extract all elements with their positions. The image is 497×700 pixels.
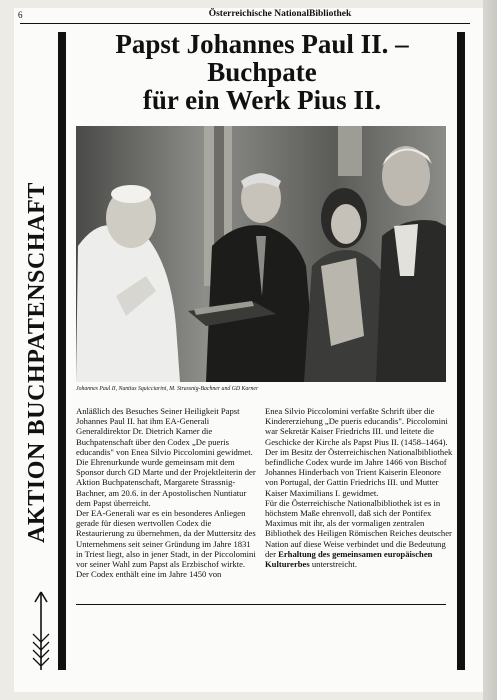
headline-line-2: Buchpate	[207, 57, 317, 87]
paragraph: Der EA-Generali war es ein besonderes Anliegen gerade für diesen wertvollen Codex die Restaurierung zu übernehmen, da der Muttersitz des Unternehmens seit seiner Gründung im Jahre 1831 in Triest liegt, also in jener Stadt, in der Piccolomini vor seiner Wahl zum Papst als Erzbischof wirkte.	[76, 508, 256, 570]
paragraph-text: Für die Österreichische Nationalbibliothek ist es in höchstem Maße ehrenvoll, daß sich der Pontifex Maximus mit ihr, als der vormaligen zentralen Bibliothek des Heiligen Römischen Reiches deutscher Nation auf diese Weise verbindet und die Bedeutung der	[265, 497, 452, 559]
headline-line-3: für ein Werk Pius II.	[142, 85, 382, 115]
paragraph: Anläßlich des Besuches Seiner Heiligkeit Papst Johannes Paul II. hat ihm EA-Generali Generaldirektor Dr. Dietrich Karner die Buchpatenschaft über den Codex „De pueris educandis" von Enea Silvio Piccolomini gewidmet. Die Ehrenurkunde wurde gemeinsam mit dem Sponsor durch GD Marte und der Projektleiterin der Aktion Buchpatenschaft, Margarete Strassnig-Bachner, am 20.6. in der Apostolischen Nuntiatur dem Papst überreicht.	[76, 406, 256, 508]
headline-line-1: Papst Johannes Paul II. –	[115, 29, 409, 59]
page-edge-shadow	[483, 0, 497, 700]
headline	[70, 30, 454, 114]
photo-scene	[76, 126, 446, 382]
page-number: 6	[18, 10, 23, 20]
paragraph-text: unterstreicht.	[309, 559, 357, 570]
article-column-right	[265, 406, 453, 569]
article-end-rule	[76, 604, 446, 605]
photo	[76, 126, 446, 382]
paragraph	[265, 498, 453, 569]
left-black-bar	[58, 32, 66, 670]
feather-arrow-icon	[28, 590, 54, 672]
photo-caption: Johannes Paul II, Nuntius Squicciarini, M. Strassnig-Bachner und GD Karner	[76, 386, 259, 392]
side-title	[22, 158, 52, 566]
right-black-bar	[457, 32, 465, 670]
header-rule	[20, 23, 470, 24]
article-column-left	[76, 406, 258, 579]
paragraph: Enea Silvio Piccolomini verfaßte Schrift über die Kindererziehung „De pueris educandis". Piccolomini war Sekretär Kaiser Friedrichs III. und leitete die Geschicke der Kirche als Papst Pius II. (1458–1464). Der im Besitz der Österreichischen Nationalbibliothek befindliche Codex wurde im Jahre 1466 von Bischof Johannes Hinderbach von Trient Kaiserin Eleonore von Portugal, der Gattin Friedrichs III. und Mutter Kaiser Maximilians I. gewidmet.	[265, 406, 453, 498]
masthead: Österreichische NationalBibliothek	[208, 9, 352, 19]
side-title-text: AKTION BUCHPATENSCHAFT	[23, 181, 50, 543]
paragraph: Der Codex enthält eine im Jahre 1450 von	[76, 569, 222, 580]
emphasis-text: Erhaltung des gemeinsamen europäischen Kulturerbes	[265, 548, 433, 570]
